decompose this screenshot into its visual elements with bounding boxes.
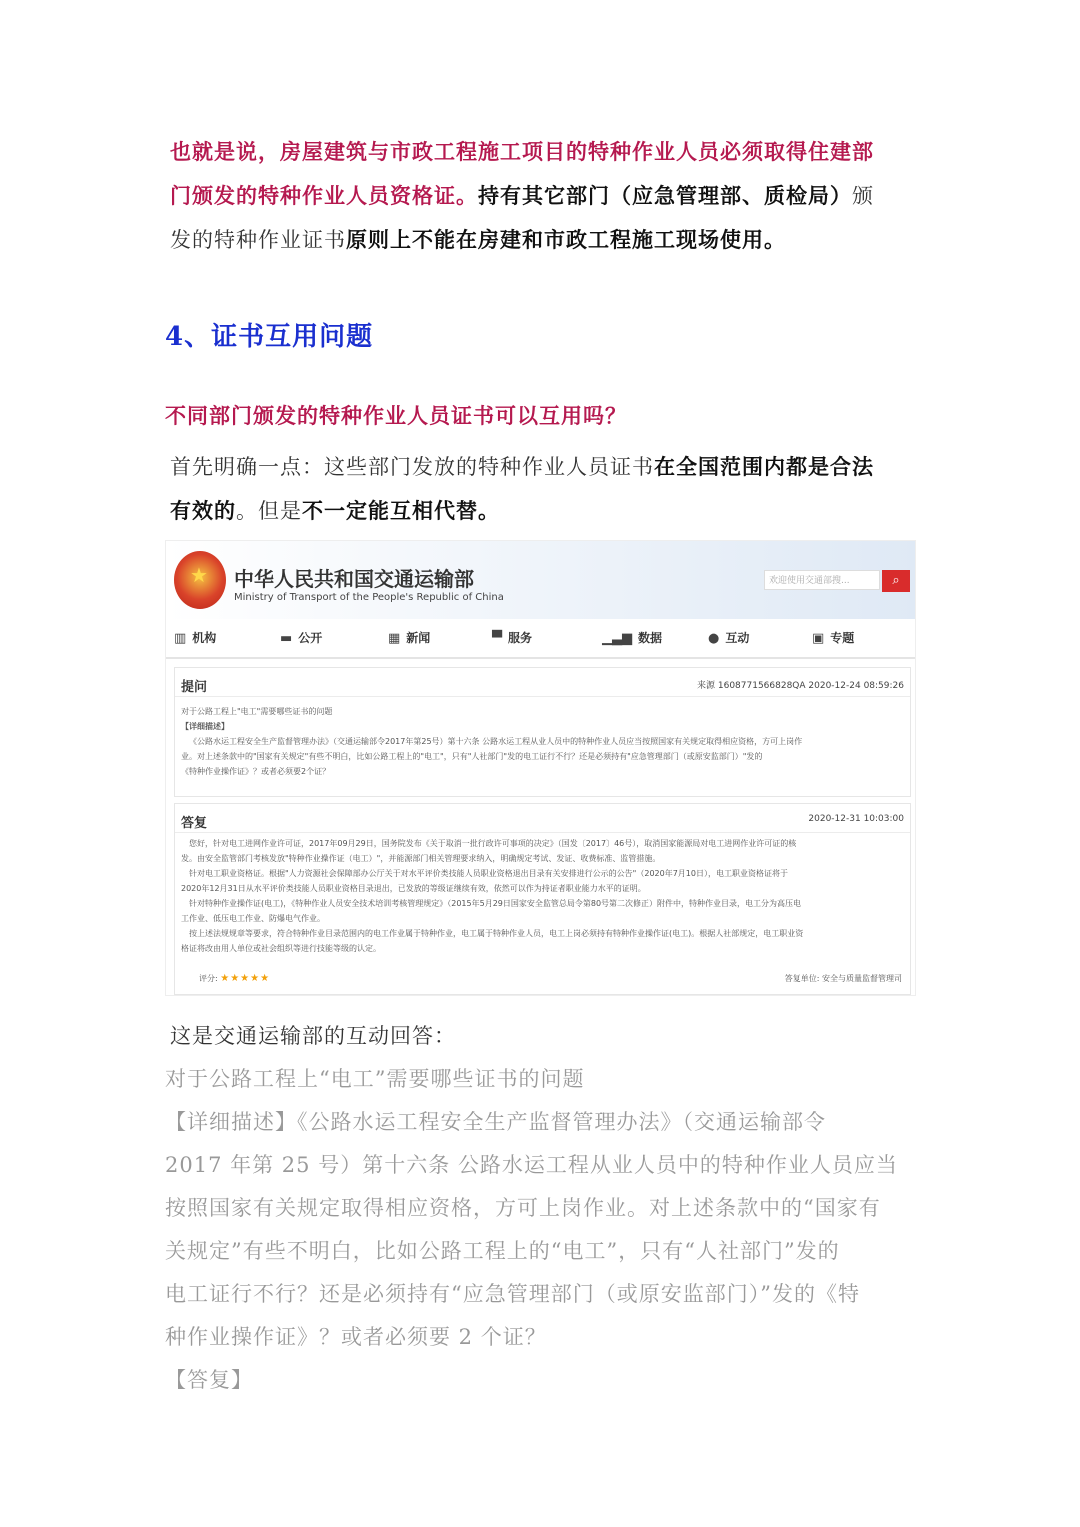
building-icon: ▥ — [174, 631, 187, 646]
quoted-text-line: 种作业操作证》？或者必须要 2 个证？ — [165, 1325, 547, 1349]
site-banner — [166, 541, 916, 619]
intro-paragraph: 首先明确一点：这些部门发放的特种作业人员证书在全国范围内都是合法 有效的。但是不一定能互相代替。 — [170, 454, 874, 523]
question-text-line: 对于公路工程上"电工"需要哪些证书的问题 — [181, 707, 333, 716]
quoted-text-line: 2017 年第 25 号）第十六条 公路水运工程从业人员中的特种作业人员应当 — [165, 1153, 898, 1177]
chat-icon: ● — [708, 631, 720, 646]
paragraph-conclusion — [170, 130, 874, 262]
search-icon: ⌕ — [892, 573, 900, 588]
reply-text-line: 您好，针对电工进网作业许可证，2017年09月29日，国务院发布《关于取消一批行政许可事项的决定》（国发〔2017〕46号），取消国家能源局对电工进网作业许可证的核 — [189, 839, 797, 848]
quoted-text-line: 关规定”有些不明白，比如公路工程上的“电工”，只有“人社部门”发的 — [165, 1239, 840, 1263]
question-panel — [174, 667, 911, 797]
reply-panel-title: 答复 — [181, 816, 208, 831]
site-nav — [166, 623, 916, 659]
rating-label: 评分: — [199, 974, 218, 983]
reply-panel — [174, 803, 911, 995]
quoted-text-line: 【详细描述】《公路水运工程安全生产监督管理办法》（交通运输部令 — [165, 1110, 826, 1134]
search-button[interactable] — [882, 570, 910, 592]
question-panel-title: 提问 — [181, 680, 208, 695]
bar-chart-icon: ▁▃▆ — [602, 631, 632, 646]
quoted-question-title: 对于公路工程上“电工”需要哪些证书的问题 — [165, 1067, 585, 1091]
reply-unit: 答复单位: 安全与质量监督管理司 — [784, 974, 902, 983]
quoted-text-line: 按照国家有关规定取得相应资格，方可上岗作业。对上述条款中的“国家有 — [165, 1196, 881, 1220]
question-text-line: 业。对上述条款中的"国家有关规定"有些不明白，比如公路工程上的"电工"，只有"人社部门"发的电工证行不行？还是必须持有"应急管理部门（或原安监部门）"发的 — [181, 752, 763, 761]
question-meta: 来源 1608771566828QA 2020-12-24 08:59:26 — [697, 681, 904, 691]
rating — [199, 971, 270, 986]
folder-icon: ▬ — [280, 631, 293, 646]
reply-text-line: 格证将改由用人单位或社会组织等进行技能等级的认定。 — [181, 944, 381, 953]
reply-text-line: 发。由安全监管部门考核发放"特种作业操作证（电工）"，并能源部门相关管理要求纳入，明确规定考试、发证、收费标准、监管措施。 — [181, 854, 661, 863]
nav-item-hudong[interactable]: ● 互动 — [708, 631, 750, 646]
image-icon: ▣ — [812, 631, 825, 646]
calendar-icon: ▦ — [388, 631, 401, 646]
nav-item-jigou[interactable]: ▥ 机构 — [174, 631, 217, 646]
quoted-text-line: 电工证行不行？还是必须持有“应急管理部门（或原安监部门）”发的《特 — [165, 1282, 860, 1306]
rating-stars-icon: ★★★★★ — [220, 973, 271, 984]
para1-line3: 发的特种作业证书原则上不能在房建和市政工程施工现场使用。 — [170, 227, 786, 252]
question-text-line: 《公路水运工程安全生产监督管理办法》（交通运输部令2017年第25号）第十六条 公路水运工程从业人员中的特种作业人员应当按照国家有关规定取得相应资格，方可上岗作 — [189, 737, 803, 746]
divider — [175, 832, 910, 833]
nav-item-gongkai[interactable]: ▬ 公开 — [280, 631, 323, 646]
monitor-icon: ▀ — [492, 631, 502, 646]
reply-text-line: 针对电工职业资格证。根据"人力资源社会保障部办公厅关于对水平评价类技能人员职业资格退出目录有关安排进行公示的公告"（2020年7月10日），电工职业资格证将于 — [189, 869, 788, 878]
para1-line1: 也就是说，房屋建筑与市政工程施工项目的特种作业人员必须取得住建部 — [170, 139, 874, 164]
section-heading: 4、证书互用问题 — [165, 322, 374, 352]
site-subtitle: Ministry of Transport of the People's Republic of China — [234, 592, 504, 603]
nav-item-shuju[interactable]: ▁▃▆ 数据 — [602, 631, 663, 646]
reply-text-line: 2020年12月31日从水平评价类技能人员职业资格目录退出，已发放的等级证继续有效，依然可以作为持证者职业能力水平的证明。 — [181, 884, 646, 893]
reply-text-line: 按上述法规规章等要求，符合特种作业目录范围内的电工作业属于特种作业，电工属于特种作业人员，电工上岗必须持有特种作业操作证(电工)。根据人社部规定，电工职业资 — [189, 929, 804, 938]
reply-text-line: 工作业、低压电工作业、防爆电气作业。 — [181, 914, 325, 923]
search-input[interactable]: 欢迎使用交通部搜... — [764, 570, 880, 590]
reply-text-line: 针对特种作业操作证(电工)，《特种作业人员安全技术培训考核管理规定》（2015年5月29日国家安全监管总局令第80号第二次修正）附件中，特种作业目录，电工分为高压电 — [189, 899, 802, 908]
embedded-website-screenshot — [165, 540, 916, 996]
question-text-line: 《特种作业操作证》？或者必须要2个证？ — [181, 767, 331, 776]
national-emblem-icon — [174, 551, 226, 609]
interaction-intro: 这是交通运输部的互动回答： — [170, 1024, 456, 1048]
question-text-line: 【详细描述】 — [181, 722, 229, 731]
nav-item-xinwen[interactable]: ▦ 新闻 — [388, 631, 431, 646]
para1-line2: 门颁发的特种作业人员资格证。持有其它部门（应急管理部、质检局）颁 — [170, 183, 874, 208]
reply-label: 【答复】 — [165, 1368, 253, 1392]
divider — [175, 696, 910, 697]
nav-item-zhuanti[interactable]: ▣ 专题 — [812, 631, 855, 646]
nav-item-fuwu[interactable]: ▀ 服务 — [492, 631, 533, 646]
reply-meta: 2020-12-31 10:03:00 — [808, 814, 904, 824]
site-title: 中华人民共和国交通运输部 — [234, 567, 474, 591]
question-heading: 不同部门颁发的特种作业人员证书可以互用吗？ — [165, 403, 627, 428]
